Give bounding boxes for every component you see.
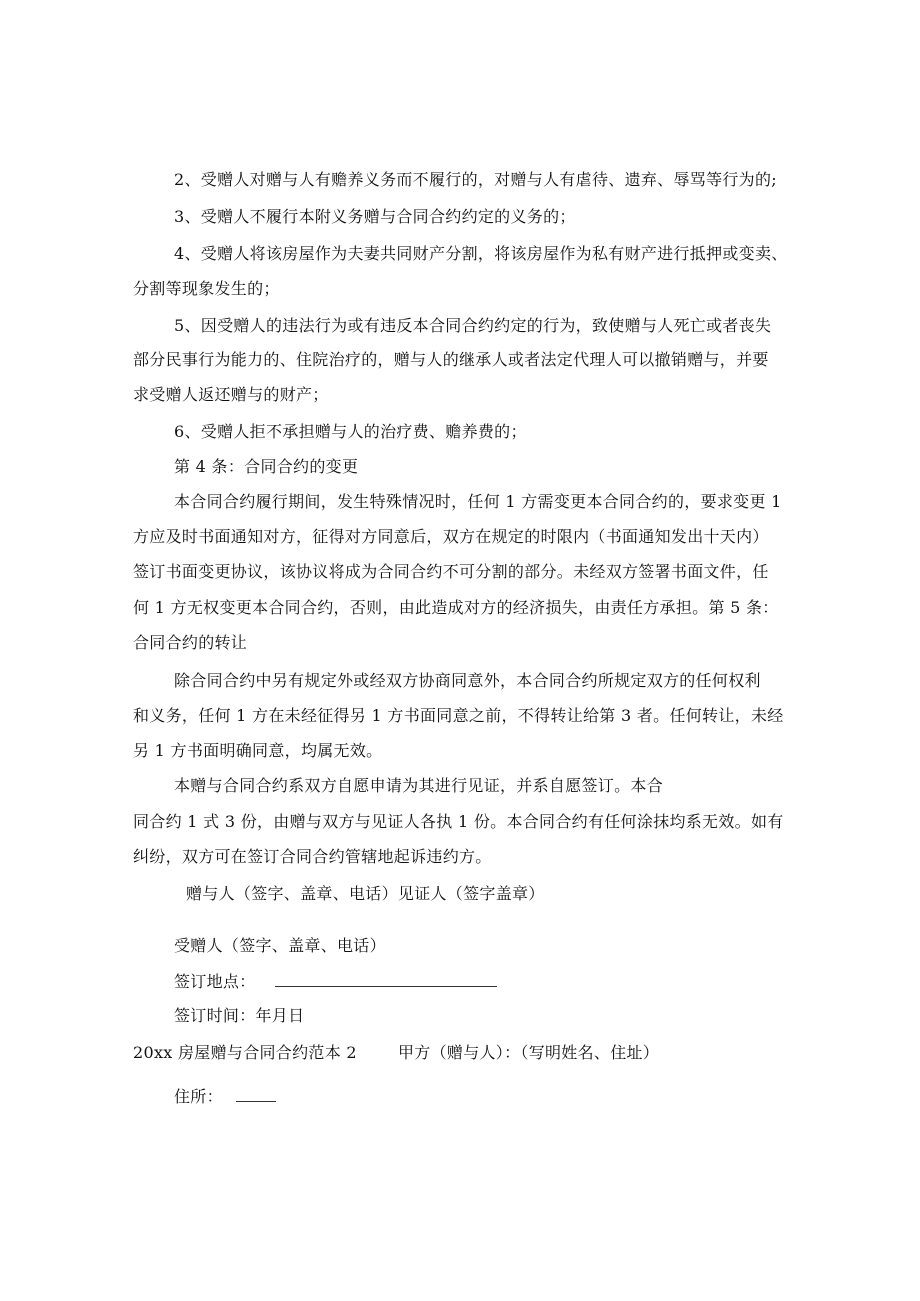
clause-4-line-1: 4、受赠人将该房屋作为夫妻共同财产分割，将该房屋作为私有财产进行抵押或变卖、 <box>174 244 788 263</box>
clause-4-line-2: 分割等现象发生的； <box>133 279 280 298</box>
article-5-line-2: 和义务，任何 1 方在未经征得另 1 方书面同意之前，不得转让给第 3 者。任何转让，未经 <box>133 706 784 725</box>
sign-time: 签订时间：年月日 <box>174 1006 305 1025</box>
residence-label: 住所： <box>174 1087 223 1106</box>
clause-5-line-1: 5、因受赠人的违法行为或有违反本合同合约约定的行为，致使赠与人死亡或者丧失 <box>174 316 772 335</box>
party-a: 甲方（赠与人）：（写明姓名、住址） <box>398 1043 660 1062</box>
signature-donor-witness: 赠与人（签字、盖章、电话）见证人（签字盖章） <box>186 884 545 903</box>
clause-3: 3、受赠人不履行本附义务赠与合同合约约定的义务的； <box>174 207 576 226</box>
template-2-title: 20xx 房屋赠与合同合约范本 2 <box>133 1043 357 1062</box>
residence-blank <box>236 1087 276 1102</box>
sign-place-label: 签订地点： <box>174 972 256 991</box>
clause-6: 6、受赠人拒不承担赠与人的治疗费、赡养费的； <box>174 422 527 441</box>
closing-line-3: 纠纷，双方可在签订合同合约管辖地起诉违约方。 <box>133 847 492 866</box>
article-5-title: 合同合约的转让 <box>133 633 248 652</box>
article-4-line-1: 本合同合约履行期间，发生特殊情况时，任何 1 方需变更本合同合约的，要求变更 1 <box>174 492 782 511</box>
article-4-title: 第 4 条：合同合约的变更 <box>174 457 359 476</box>
sign-place <box>174 972 497 992</box>
article-4-line-3: 签订书面变更协议，该协议将成为合同合约不可分割的部分。未经双方签署书面文件，任 <box>133 562 769 581</box>
closing-line-1: 本赠与合同合约系双方自愿申请为其进行见证，并系自愿签订。本合 <box>174 776 664 795</box>
residence <box>174 1087 276 1107</box>
sign-place-blank <box>275 972 497 987</box>
article-4-line-2: 方应及时书面通知对方，征得对方同意后，双方在规定的时限内（书面通知发出十天内） <box>133 527 769 546</box>
signature-donee: 受赠人（签字、盖章、电话） <box>174 936 386 955</box>
article-5-line-3: 另 1 方书面明确同意，均属无效。 <box>133 741 383 760</box>
clause-5-line-3: 求受赠人返还赠与的财产； <box>133 385 329 404</box>
clause-2: 2、受赠人对赠与人有赡养义务而不履行的，对赠与人有虐待、遗弃、辱骂等行为的; <box>174 170 777 189</box>
clause-5-line-2: 部分民事行为能力的、住院治疗的，赠与人的继承人或者法定代理人可以撤销赠与，并要 <box>133 350 769 369</box>
article-4-line-4: 何 1 方无权变更本合同合约，否则，由此造成对方的经济损失，由责任方承担。第 5 条： <box>133 598 779 617</box>
article-5-line-1: 除合同合约中另有规定外或经双方协商同意外，本合同合约所规定双方的任何权利 <box>174 671 761 690</box>
closing-line-2: 同合约 1 式 3 份，由赠与双方与见证人各执 1 份。本合同合约有任何涂抹均系无效。如有 <box>133 812 784 831</box>
